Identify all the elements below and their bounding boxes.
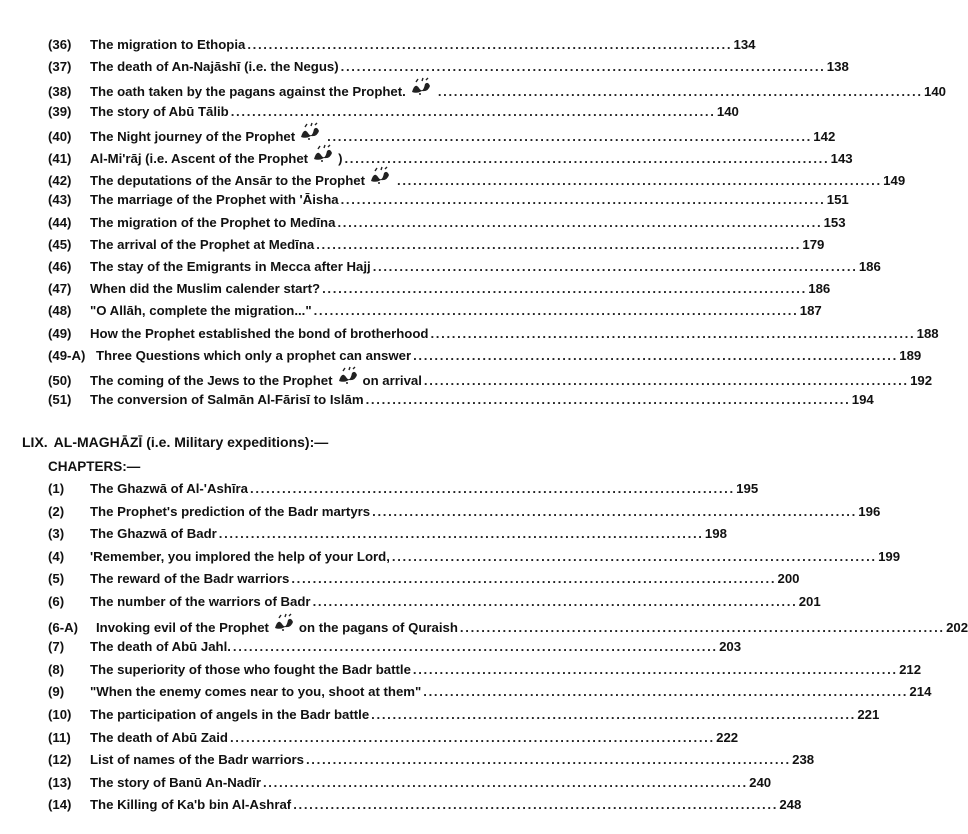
leader-dots [371, 704, 853, 726]
entry-number: (1) [48, 481, 65, 496]
toc-entry [48, 523, 727, 545]
entry-title: The death of Abū Jahl. [90, 639, 231, 655]
leader-dots [337, 212, 819, 234]
entry-page: 196 [858, 503, 881, 519]
entry-page: 248 [779, 797, 802, 813]
toc-entry [48, 794, 802, 816]
entry-page: 189 [899, 347, 922, 363]
toc-entry [48, 300, 822, 322]
chapters-label: CHAPTERS:— [48, 459, 141, 474]
entry-title: The participation of angels in the Badr battle [90, 707, 370, 722]
entry-page: 153 [823, 214, 846, 230]
toc-entry [48, 568, 800, 590]
toc-entry [48, 727, 739, 749]
leader-dots [247, 34, 729, 56]
entry-page: 140 [923, 84, 946, 100]
entry-page: 194 [851, 392, 874, 408]
toc-entry [48, 749, 815, 771]
section-heading [22, 434, 328, 450]
entry-title: "O Allāh, complete the migration..." [90, 303, 312, 319]
entry-number: (41) [48, 151, 72, 166]
entry-number: (47) [48, 281, 72, 297]
leader-dots [230, 727, 712, 749]
entry-page: 151 [826, 192, 849, 208]
calligraphy-seal-icon [337, 367, 359, 385]
leader-dots [413, 345, 895, 367]
entry-title: The marriage of the Prophet with 'Āisha [90, 192, 339, 208]
entry-page: 140 [716, 103, 739, 119]
entry-number: (11) [48, 729, 71, 745]
entry-page: 200 [777, 571, 800, 587]
toc-entry [48, 212, 846, 234]
calligraphy-seal-icon [369, 167, 391, 185]
entry-number: (36) [48, 37, 72, 52]
entry-title: When did the Muslim calender start? [90, 281, 321, 297]
calligraphy-seal-icon [299, 123, 321, 141]
leader-dots [392, 546, 874, 568]
toc-entry [48, 772, 772, 794]
entry-page: 221 [857, 707, 880, 722]
leader-dots [322, 278, 804, 300]
toc-entry [48, 367, 933, 389]
entry-page: 149 [883, 173, 906, 189]
entry-number: (8) [48, 661, 65, 677]
leader-dots [316, 234, 798, 256]
entry-page: 222 [716, 729, 739, 745]
entry-number: (42) [48, 173, 72, 189]
toc-entry [48, 345, 922, 367]
leader-dots [250, 478, 732, 500]
toc-entry [48, 278, 831, 300]
entry-title: The Killing of Ka'b bin Al-Ashraf [90, 797, 292, 813]
entry-title: List of names of the Badr warriors [90, 752, 304, 768]
entry-number: (3) [48, 526, 65, 542]
leader-dots [372, 501, 854, 523]
toc-entry [48, 636, 742, 658]
entry-page: 187 [799, 303, 822, 319]
entry-title: The story of Abū Tālib [90, 103, 229, 119]
toc-entry [48, 189, 849, 211]
calligraphy-seal-icon [312, 145, 334, 163]
entry-number: (40) [48, 128, 72, 144]
leader-dots [430, 323, 912, 345]
entry-page: 201 [798, 594, 821, 609]
entry-page: 143 [830, 151, 853, 166]
entry-title-tail: on the pagans of Quraish [298, 619, 458, 635]
entry-title: The oath taken by the pagans against the Prophet. [90, 84, 406, 100]
entry-page: 142 [813, 128, 836, 144]
entry-title: Invoking evil of the Prophet [96, 619, 269, 635]
leader-dots [341, 189, 823, 211]
entry-page: 186 [858, 259, 881, 274]
toc-entry [48, 145, 853, 167]
leader-dots [314, 300, 796, 322]
entry-title: The conversion of Salmān Al-Fārisī to Islām [90, 392, 364, 408]
entry-number: (44) [48, 214, 72, 230]
entry-page: 202 [946, 619, 968, 635]
entry-number: (43) [48, 192, 72, 208]
leader-dots [313, 591, 795, 613]
leader-dots [263, 772, 745, 794]
entry-number: (46) [48, 259, 72, 274]
section-roman: LIX. [22, 434, 48, 450]
leader-dots [291, 568, 773, 590]
entry-page: 240 [749, 774, 772, 790]
toc-entry [48, 167, 906, 189]
entry-number: (6) [48, 594, 65, 609]
toc-entry [48, 704, 880, 726]
entry-number: (49-A) [48, 347, 86, 363]
toc-entry [48, 389, 874, 411]
toc-entry [48, 478, 759, 500]
entry-title: The death of An-Najāshī (i.e. the Negus) [90, 59, 339, 75]
entry-page: 198 [704, 526, 727, 542]
entry-title: The migration to Ethopia [90, 37, 246, 52]
toc-entry [48, 101, 739, 123]
entry-number: (2) [48, 503, 65, 519]
leader-dots [293, 794, 775, 816]
entry-number: (48) [48, 303, 72, 319]
entry-title: The deputations of the Ansār to the Prophet [90, 173, 365, 189]
leader-dots [366, 389, 848, 411]
entry-page: 134 [733, 37, 756, 52]
entry-page: 138 [826, 59, 849, 75]
toc-entry [48, 256, 881, 278]
toc-entry [48, 501, 881, 523]
entry-page: 179 [802, 236, 825, 252]
entry-page: 192 [910, 373, 933, 388]
entry-title: The arrival of the Prophet at Medīna [90, 236, 315, 252]
entry-title: The Ghazwā of Badr [90, 526, 217, 542]
leader-dots [231, 101, 713, 123]
entry-number: (5) [48, 571, 65, 587]
entry-number: (13) [48, 774, 72, 790]
leader-dots [413, 659, 895, 681]
entry-number: (14) [48, 797, 72, 813]
entry-number: (10) [48, 707, 72, 722]
entry-number: (38) [48, 84, 72, 100]
toc-entry [48, 659, 922, 681]
entry-number: (4) [48, 548, 65, 564]
entry-page: 186 [808, 281, 831, 297]
entry-number: (50) [48, 373, 72, 388]
section-title: AL-MAGHĀZĪ (i.e. Military expeditions):— [53, 434, 329, 450]
entry-number: (7) [48, 639, 65, 655]
entry-title: Three Questions which only a prophet can answer [96, 347, 412, 363]
toc-entry [48, 56, 849, 78]
leader-dots [423, 681, 905, 703]
entry-page: 214 [909, 684, 932, 700]
toc-entry [48, 546, 901, 568]
entry-title: The coming of the Jews to the Prophet [90, 373, 333, 388]
entry-title: The number of the warriors of Badr [90, 594, 311, 609]
toc-entry [48, 234, 825, 256]
toc-entry [48, 614, 968, 636]
entry-page: 238 [792, 752, 815, 768]
leader-dots [306, 749, 788, 771]
entry-title: The Prophet's prediction of the Badr martyrs [90, 503, 371, 519]
entry-title: How the Prophet established the bond of brotherhood [90, 325, 429, 341]
entry-number: (45) [48, 236, 72, 252]
entry-title: The migration of the Prophet to Medīna [90, 214, 336, 230]
entry-title: The Ghazwā of Al-'Ashīra [90, 481, 248, 496]
entry-number: (37) [48, 59, 72, 75]
leader-dots [341, 56, 823, 78]
entry-title-tail: ) [338, 151, 343, 166]
entry-title: The story of Banū An-Nadīr [90, 774, 261, 790]
entry-title: Al-Mi'rāj (i.e. Ascent of the Prophet [90, 151, 309, 166]
calligraphy-seal-icon [410, 78, 432, 96]
entry-title: The stay of the Emigrants in Mecca after Hajj [90, 259, 371, 274]
toc-entry [48, 323, 939, 345]
entry-page: 195 [736, 481, 759, 496]
entry-number: (49) [48, 325, 72, 341]
entry-page: 212 [899, 661, 922, 677]
toc-entry [48, 78, 946, 100]
entry-title: The death of Abū Zaid [90, 729, 228, 745]
entry-number: (51) [48, 392, 72, 408]
entry-title: 'Remember, you implored the help of your Lord, [90, 548, 390, 564]
leader-dots [233, 636, 715, 658]
entry-number: (6-A) [48, 619, 79, 635]
toc-entry [48, 123, 836, 145]
leader-dots [219, 523, 701, 545]
entry-number: (39) [48, 103, 72, 119]
entry-number: (12) [48, 752, 72, 768]
entry-number: (9) [48, 684, 65, 700]
toc-entry [48, 681, 932, 703]
toc-entry [48, 34, 756, 56]
entry-title: "When the enemy comes near to you, shoot at them" [90, 684, 422, 700]
entry-page: 199 [878, 548, 901, 564]
entry-page: 203 [719, 639, 742, 655]
entry-page: 188 [916, 325, 939, 341]
entry-title: The reward of the Badr warriors [90, 571, 290, 587]
calligraphy-seal-icon [273, 614, 295, 632]
entry-title: The superiority of those who fought the Badr battle [90, 661, 411, 677]
entry-title-tail: on arrival [362, 373, 422, 388]
toc-entry [48, 591, 821, 613]
leader-dots [373, 256, 855, 278]
entry-title: The Night journey of the Prophet [90, 128, 296, 144]
